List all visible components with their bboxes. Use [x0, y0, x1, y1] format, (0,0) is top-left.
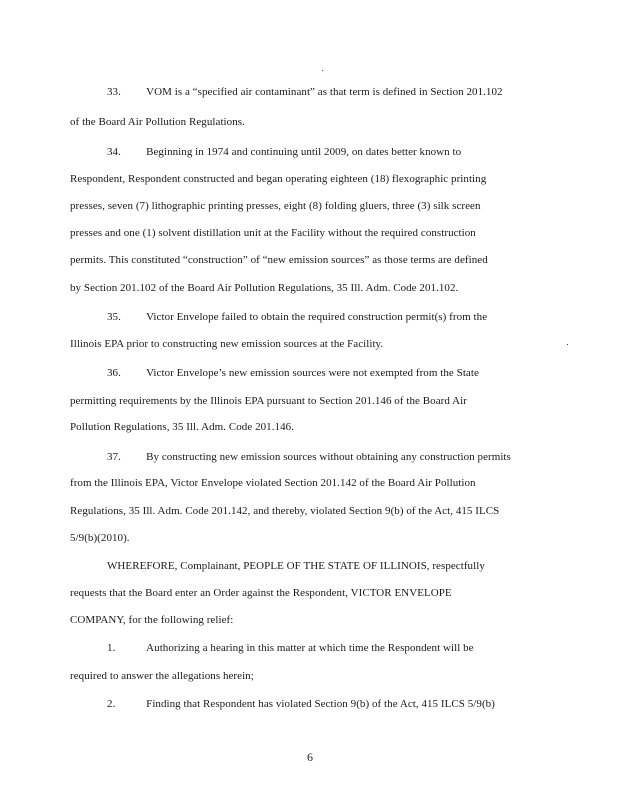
text-line: Illinois EPA prior to constructing new emission sources at the Facility.	[70, 338, 384, 350]
text-line: Respondent, Respondent constructed and began operating eighteen (18) flexographic printing	[70, 173, 487, 185]
text-line: 35. Victor Envelope failed to obtain the required construction permit(s) from the	[107, 311, 488, 323]
text-line: 2. Finding that Respondent has violated Section 9(b) of the Act, 415 ILCS 5/9(b)	[107, 698, 495, 710]
text-line: 1. Authorizing a hearing in this matter at which time the Respondent will be	[107, 642, 474, 654]
scan-speck	[567, 344, 568, 345]
page-number: 6	[307, 750, 313, 764]
text-line: WHEREFORE, Complainant, PEOPLE OF THE STATE OF ILLINOIS, respectfully	[107, 560, 485, 572]
text-line: of the Board Air Pollution Regulations.	[70, 116, 245, 128]
text-line: requests that the Board enter an Order against the Respondent, VICTOR ENVELOPE	[70, 587, 452, 599]
text-line: required to answer the allegations herein;	[70, 670, 254, 682]
text-line: 33. VOM is a “specified air contaminant” as that term is defined in Section 201.102	[107, 86, 503, 98]
text-line: COMPANY, for the following relief:	[70, 614, 234, 626]
text-line: permits. This constituted “construction” of “new emission sources” as those terms are defined	[70, 254, 488, 266]
text-line: from the Illinois EPA, Victor Envelope violated Section 201.142 of the Board Air Pollution	[70, 477, 476, 489]
text-line: 36. Victor Envelope’s new emission sources were not exempted from the State	[107, 367, 479, 379]
text-line: by Section 201.102 of the Board Air Pollution Regulations, 35 Ill. Adm. Code 201.102.	[70, 282, 459, 294]
text-line: 5/9(b)(2010).	[70, 532, 130, 544]
text-line: presses and one (1) solvent distillation unit at the Facility without the required construction	[70, 227, 476, 239]
text-line: permitting requirements by the Illinois EPA pursuant to Section 201.146 of the Board Air	[70, 395, 467, 407]
text-line: presses, seven (7) lithographic printing presses, eight (8) folding gluers, three (3) silk screen	[70, 200, 481, 212]
text-line: 37. By constructing new emission sources without obtaining any construction permits	[107, 451, 511, 463]
text-line: Regulations, 35 Ill. Adm. Code 201.142, and thereby, violated Section 9(b) of the Act, 415 ILCS	[70, 505, 500, 517]
text-line: 34. Beginning in 1974 and continuing until 2009, on dates better known to	[107, 146, 462, 158]
scan-speck	[322, 70, 323, 71]
text-line: Pollution Regulations, 35 Ill. Adm. Code 201.146.	[70, 421, 294, 433]
